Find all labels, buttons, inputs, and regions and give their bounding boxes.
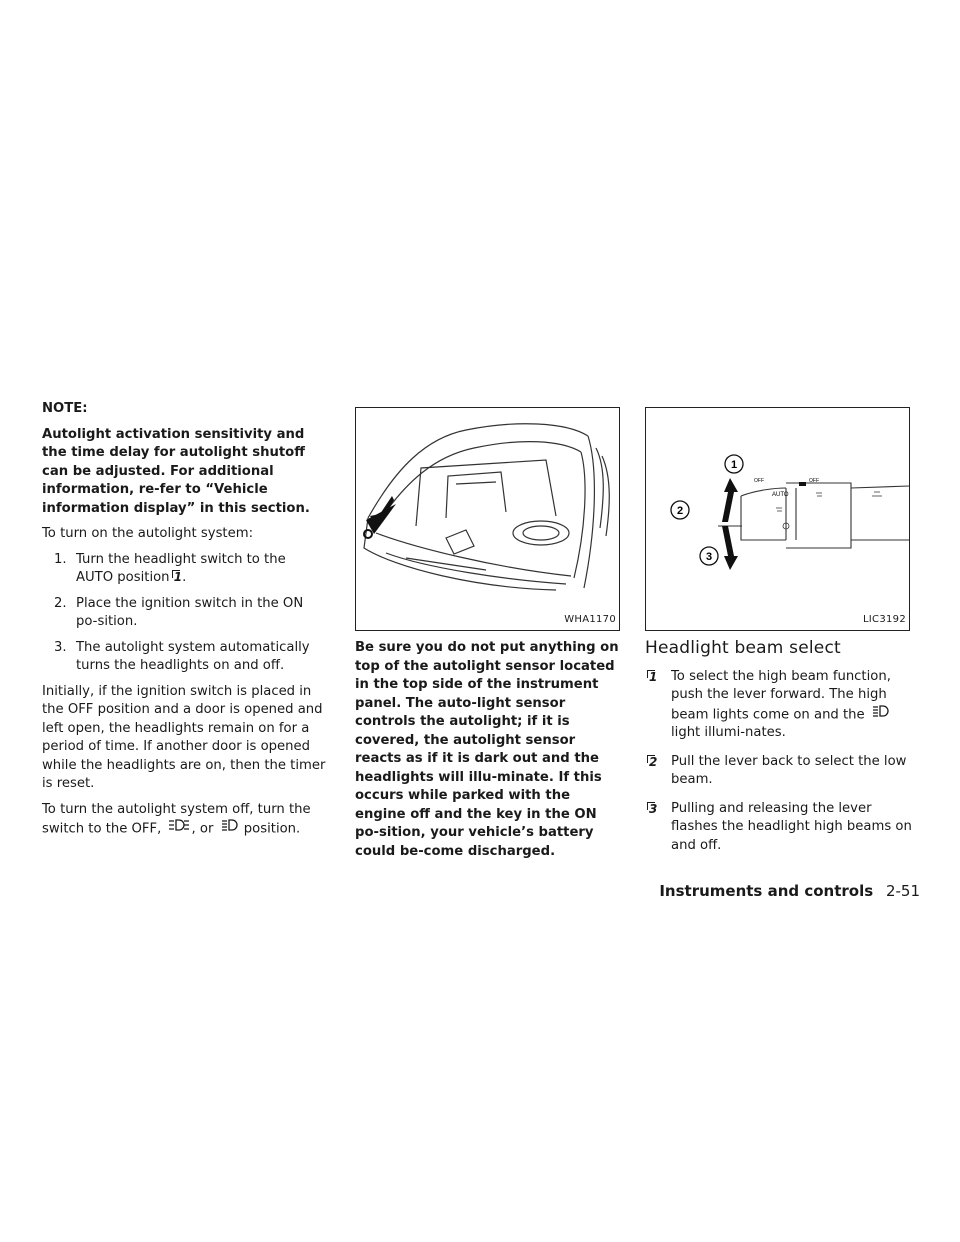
fig-label-1: 1 — [730, 459, 738, 471]
note-text: Autolight activation sensitivity and the time delay for autolight shutoff can be adjusted. For additional information, re-fer to “Vehicle information display” in this section. — [42, 426, 310, 516]
dashboard-illustration — [356, 408, 619, 630]
beam-item-3: 3 Pulling and releasing the lever flashes the headlight high beams on and off. — [649, 800, 912, 853]
callout-2: 2 — [649, 754, 658, 769]
step-1: 1. Turn the headlight switch to the AUTO position 1. — [54, 551, 286, 585]
turn-off-paragraph: To turn the autolight system off, turn the switch to the OFF, , or position. — [42, 801, 311, 837]
step-3: 3. The autolight system automatically turns the headlights on and off. — [54, 639, 310, 673]
headlight-icon — [220, 819, 238, 838]
steps-list — [42, 551, 326, 676]
parking-light-icon — [168, 819, 190, 838]
note-label: NOTE: — [42, 401, 88, 416]
page-number: 2-51 — [885, 882, 920, 900]
footer-section-title: Instruments and controls — [659, 882, 874, 900]
warning-text: Be sure you do not put anything on top of the autolight sensor located in the top side of the instrument panel. The auto-light sensor controls the autolight; if it is covered, the autolight sensor reacts as if it is dark out and the headlights will illu-minate. If this occurs while parked with the engine off and the key in the ON po-sition, your vehicle’s battery could be-come discharged. — [355, 640, 619, 859]
fig-label-off-2: OFF — [809, 478, 819, 484]
fig-label-auto: AUTO — [772, 492, 789, 498]
fig-label-off-1: OFF — [754, 478, 764, 484]
step-2: 2. Place the ignition switch in the ON po-sition. — [54, 595, 304, 629]
section-heading: Headlight beam select — [645, 638, 841, 658]
page-footer — [659, 882, 920, 900]
lever-illustration — [646, 408, 909, 630]
beam-item-2: 2 Pull the lever back to select the low beam. — [649, 753, 907, 788]
headlight-lever-figure — [645, 407, 910, 631]
steps-intro: To turn on the autolight system: — [42, 526, 254, 541]
beam-item-1: 1 To select the high beam function, push the lever forward. The high beam lights come on and the light illumi-nates. — [649, 668, 891, 741]
column-left — [42, 400, 326, 846]
callout-1: 1 — [649, 669, 658, 684]
column-middle — [355, 407, 620, 868]
high-beam-icon — [871, 705, 889, 724]
initially-paragraph: Initially, if the ignition switch is placed in the OFF position and a door is opened and left open, the headlights remain on for a period of time. If another door is opened while the headlights are on, then the timer is reset. — [42, 683, 326, 791]
column-right — [645, 407, 915, 865]
callout-1: 1 — [173, 570, 183, 584]
callout-3: 3 — [649, 801, 658, 816]
figure-code: LIC3192 — [862, 613, 906, 625]
fig-label-3: 3 — [705, 551, 713, 563]
beam-list — [645, 668, 915, 856]
fig-label-2: 2 — [676, 505, 684, 517]
autolight-sensor-figure — [355, 407, 620, 631]
figure-code: WHA1170 — [564, 613, 616, 625]
